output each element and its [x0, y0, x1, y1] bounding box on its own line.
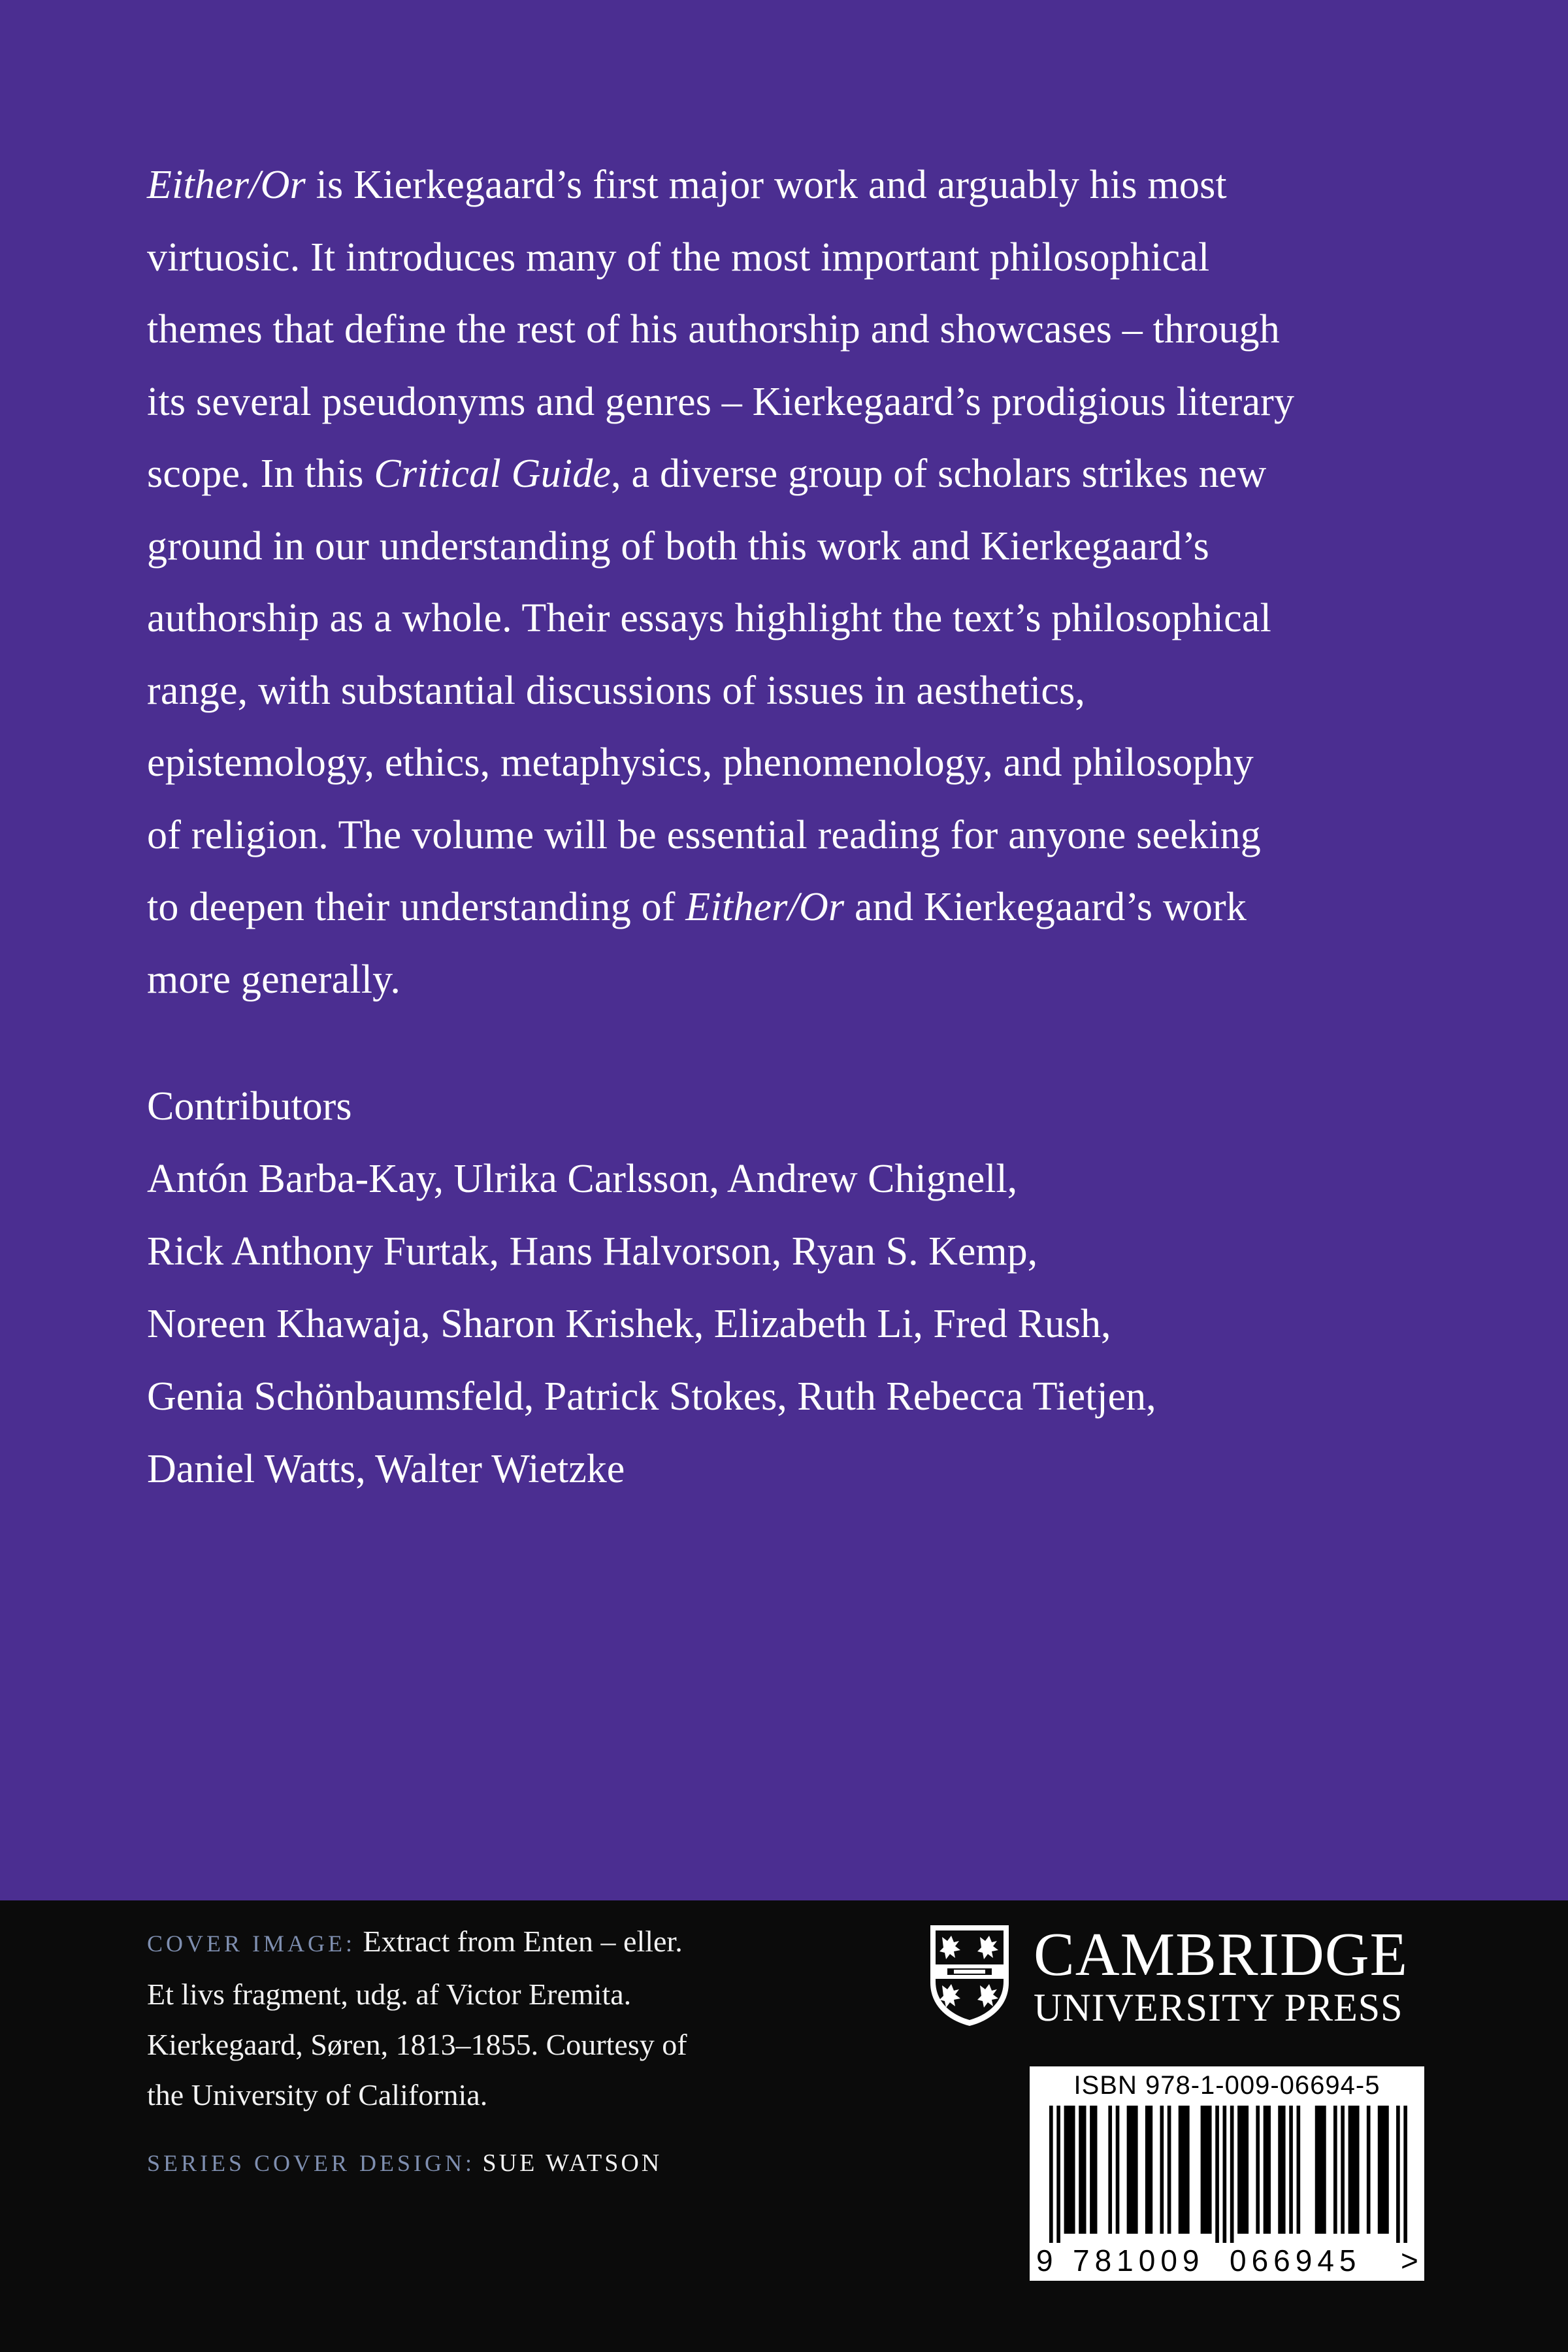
barcode-bar	[1289, 2106, 1293, 2234]
blurb-line: scope. In this Critical Guide, a diverse group of scholars strikes new	[147, 452, 1267, 496]
barcode-bar	[1278, 2106, 1285, 2234]
contributors-section	[147, 1070, 1428, 1506]
barcode-bar	[1201, 2106, 1212, 2234]
isbn-barcode	[1030, 2066, 1424, 2281]
barcode-bar	[1223, 2106, 1227, 2243]
barcode-bar	[1315, 2106, 1326, 2234]
barcode-bar	[1237, 2106, 1249, 2234]
barcode-bar	[1168, 2106, 1171, 2234]
barcode-bar	[1341, 2106, 1345, 2234]
barcode-bar	[1090, 2106, 1097, 2234]
credit-line: the University of California.	[147, 2078, 488, 2112]
barcode-bar	[1160, 2106, 1164, 2234]
contributors-line: Noreen Khawaja, Sharon Krishek, Elizabeth Li, Fred Rush,	[147, 1302, 1111, 1346]
blurb-line: epistemology, ethics, metaphysics, phenomenology, and philosophy	[147, 740, 1254, 785]
blurb-line: its several pseudonyms and genres – Kierkegaard’s prodigious literary	[147, 379, 1295, 424]
isbn-label: ISBN 978-1-009-06694-5	[1073, 2071, 1380, 2100]
contributors-line: Antón Barba-Kay, Ulrika Carlsson, Andrew Chignell,	[147, 1157, 1018, 1201]
credit-line: Kierkegaard, Søren, 1813–1855. Courtesy of	[147, 2028, 687, 2061]
publisher-logo	[928, 1923, 1424, 2027]
cover-image-credit	[147, 1916, 800, 2120]
barcode-bar	[1378, 2106, 1389, 2234]
blurb-line: to deepen their understanding of Either/Or and Kierkegaard’s work	[147, 885, 1247, 929]
barcode-bar	[1367, 2106, 1371, 2234]
barcode-bar	[1145, 2106, 1152, 2234]
blurb-line: of religion. The volume will be essential reading for anyone seeking	[147, 812, 1261, 857]
blurb-line: more generally.	[147, 957, 401, 1002]
barcode-bars	[1049, 2106, 1407, 2243]
barcode-bar	[1230, 2106, 1234, 2243]
barcode-bar	[1108, 2106, 1112, 2234]
contributors-line: Genia Schönbaumsfeld, Patrick Stokes, Ruth Rebecca Tietjen,	[147, 1374, 1156, 1419]
blurb-line: themes that define the rest of his authorship and showcases – through	[147, 307, 1280, 352]
barcode-right-group: 066945	[1230, 2244, 1362, 2277]
barcode-bar	[1116, 2106, 1120, 2234]
series-design-credit	[147, 2138, 662, 2186]
barcode-lead-digit: 9	[1036, 2244, 1053, 2277]
contributors-heading: Contributors	[147, 1084, 352, 1129]
blurb-line: Either/Or is Kierkegaard’s first major work and arguably his most	[147, 163, 1227, 207]
publisher-name: CAMBRIDGE	[1034, 1921, 1409, 1989]
contributors-line: Rick Anthony Furtak, Hans Halvorson, Ryan S. Kemp,	[147, 1229, 1038, 1274]
barcode-bar	[1079, 2106, 1086, 2234]
cover-image-label: COVER IMAGE:	[147, 1930, 355, 1957]
credit-line: Et livs fragment, udg. af Victor Eremita.	[147, 1978, 632, 2011]
blurb-line: authorship as a whole. Their essays highlight the text’s philosophical	[147, 596, 1272, 640]
series-design-label: SERIES COVER DESIGN:	[147, 2150, 476, 2176]
credit-line: COVER IMAGE: Extract from Enten – eller.	[147, 1925, 683, 1958]
barcode-bar	[1127, 2106, 1138, 2234]
barcode-bar	[1333, 2106, 1337, 2234]
barcode-bar	[1215, 2106, 1219, 2243]
barcode-left-group: 781009	[1073, 2244, 1205, 2277]
blurb-line: ground in our understanding of both this work and Kierkegaard’s	[147, 523, 1209, 569]
blurb-line: virtuosic. It introduces many of the most important philosophical	[147, 235, 1210, 280]
barcode-bar	[1264, 2106, 1271, 2234]
blurb-paragraph	[147, 149, 1428, 1016]
barcode-bar	[1056, 2106, 1060, 2243]
barcode-bar	[1396, 2106, 1400, 2243]
barcode-bar	[1179, 2106, 1190, 2234]
university-shield-icon	[928, 1923, 1011, 2027]
barcode-bar	[1256, 2106, 1260, 2234]
contributors-line: Daniel Watts, Walter Wietzke	[147, 1447, 625, 1491]
barcode-price-marker: >	[1401, 2244, 1418, 2277]
barcode-bar	[1049, 2106, 1053, 2243]
barcode-bar	[1064, 2106, 1075, 2234]
barcode-bar	[1348, 2106, 1360, 2234]
barcode-bar	[1297, 2106, 1301, 2234]
series-design-name: SUE WATSON	[482, 2149, 662, 2177]
barcode-bar	[1403, 2106, 1407, 2243]
publisher-subname: UNIVERSITY PRESS	[1034, 1986, 1403, 2029]
blurb-line: range, with substantial discussions of issues in aesthetics,	[147, 668, 1086, 713]
